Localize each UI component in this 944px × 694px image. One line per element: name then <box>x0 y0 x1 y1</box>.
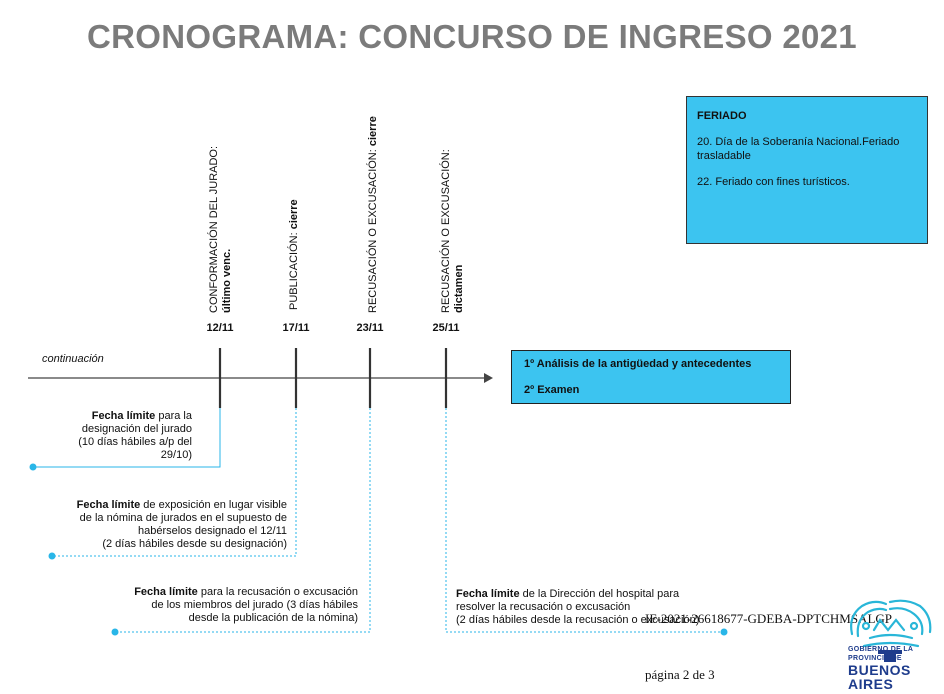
note-deadline-3: Fecha límite para la recusación o excusación de los miembros del jurado (3 días hábiles desde la publicación de la nómina) <box>134 586 358 624</box>
milestone-date-1: 12/11 <box>206 322 234 334</box>
milestone-date-4: 25/11 <box>432 322 460 334</box>
note-deadline-2: Fecha límite de exposición en lugar visible de la nómina de jurados en el supuesto de habérselos designado el 12/11 (2 días hábiles desde su designación) <box>76 499 287 550</box>
milestone-label-4: RECUSACIÓN O EXCUSACIÓN: dictamen <box>440 149 465 313</box>
next-stage-line: 2º Examen <box>524 384 580 396</box>
milestone-label-1: CONFORMACIÓN DEL JURADO: último venc. <box>208 145 233 313</box>
feriado-item: 20. Día de la Soberanía Nacional.Feriado trasladable <box>697 136 900 162</box>
timeline-label: continuación <box>42 353 104 365</box>
note-deadline-4: Fecha límite de la Dirección del hospital para resolver la recusación o excusación (2 días hábiles desde la recusación o excusación) <box>456 588 700 626</box>
connector-dot-4 <box>721 629 728 636</box>
connector-dot-2 <box>49 553 56 560</box>
next-stage-box <box>511 350 791 404</box>
feriado-title: FERIADO <box>697 110 747 122</box>
milestone-date-3: 23/11 <box>356 322 384 334</box>
page-title: CRONOGRAMA: CONCURSO DE INGRESO 2021 <box>87 18 857 55</box>
milestone-label-2: PUBLICACIÓN: cierre <box>288 199 300 310</box>
milestone-label-3: RECUSACIÓN O EXCUSACIÓN: cierre <box>367 116 379 313</box>
connector-dot-1 <box>30 464 37 471</box>
milestone-date-2: 17/11 <box>282 322 310 334</box>
document-id: IF-2021-26618677-GDEBA-DPTCHMSALGP <box>645 611 893 626</box>
timeline-arrowhead <box>484 373 493 383</box>
feriado-item: 22. Feriado con fines turísticos. <box>697 176 850 188</box>
next-stage-line: 1º Análisis de la antigüedad y antecedentes <box>524 358 752 370</box>
page-number: página 2 de 3 <box>645 667 715 682</box>
connector-dot-3 <box>112 629 119 636</box>
note-deadline-1: Fecha límite para la designación del jurado (10 días hábiles a/p del 29/10) <box>78 410 192 461</box>
feriado-box <box>686 96 928 244</box>
gba-logo-text: GOBIERNO DE LA PROVINCIA DE BUENOS AIRES <box>848 646 914 692</box>
